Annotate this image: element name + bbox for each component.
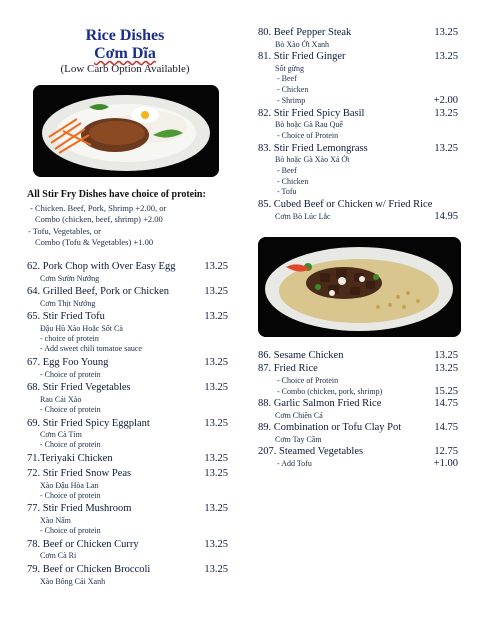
protein-line-4: Combo (Tofu & Vegetables) +1.00 [35, 237, 154, 247]
pork-chop-photo [33, 85, 219, 177]
menu-item-note: - Choice of protein [40, 490, 101, 500]
menu-item-name: 62. Pork Chop with Over Easy Egg [27, 261, 176, 272]
menu-item-name: 79. Beef or Chicken Broccoli [27, 564, 151, 575]
menu-item-note: - Combo (chicken, pork, shrimp) [277, 386, 383, 396]
menu-item-note: - choice of protein [40, 334, 99, 344]
menu-item-price: 13.25 [204, 564, 228, 575]
menu-item-extra-price: 14.95 [434, 210, 458, 222]
menu-item-price: 13.25 [204, 382, 228, 394]
menu-item-note: - Choice of protein [40, 440, 101, 450]
menu-item-note: Xào Bông Cải Xanh [40, 576, 106, 586]
pork-chop-plate-image [33, 85, 219, 177]
menu-item-name: 78. Beef or Chicken Curry [27, 538, 139, 550]
menu-item-price: 13.25 [204, 357, 228, 368]
menu-item-note: Cơm Bò Lúc Lắc [275, 211, 331, 221]
menu-item-extra-price: +2.00 [433, 95, 458, 106]
menu-item-name: 87. Fried Rice [258, 363, 318, 375]
menu-item-price: 13.25 [204, 468, 228, 479]
menu-item-note: Cơm Thịt Nướng [40, 298, 96, 308]
cubed-beef-plate-image [258, 237, 461, 337]
menu-item-name: 72. Stir Fried Snow Peas [27, 468, 132, 479]
menu-item-note: - Choice of protein [40, 526, 101, 536]
menu-item-price: 13.25 [434, 51, 458, 63]
menu-item-name: 86. Sesame Chicken [258, 350, 344, 361]
menu-item-note: - Choice of Protein [277, 130, 339, 140]
menu-item-note: Xào Đậu Hòa Lan [40, 480, 99, 490]
menu-item-extra-price: 15.25 [434, 385, 458, 397]
menu-item-note: Rau Cải Xào [40, 394, 82, 404]
menu-item-price: 13.25 [434, 27, 458, 38]
menu-item-note: Cơm Cà Tím [40, 430, 82, 440]
menu-item-note: - Add Tofu [277, 458, 312, 468]
menu-item-price: 13.25 [434, 363, 458, 375]
menu-subtitle: Cơm Dĩa [94, 45, 156, 62]
menu-item-name: 81. Stir Fried Ginger [258, 51, 346, 63]
menu-item-name: 80. Beef Pepper Steak [258, 27, 352, 38]
low-carb-note: (Low Carb Option Available) [60, 63, 190, 75]
menu-item-note: Cơm Cà Ri [40, 551, 77, 561]
menu-item-name: 71.Teriyaki Chicken [27, 453, 113, 464]
menu-item-note: Bò hoặc Gà Xào Xả Ớt [275, 155, 350, 164]
cubed-beef-photo [258, 237, 461, 337]
menu-item-price: 13.25 [204, 453, 228, 464]
protein-line-1: - Chicken. Beef, Pork, Shrimp +2.00, or [30, 203, 167, 213]
menu-item-name: 68. Stir Fried Vegetables [27, 382, 131, 394]
menu-item-note: - Choice of Protein [277, 375, 339, 385]
menu-item-note: Cơm Tay Cầm [275, 434, 322, 444]
menu-item-price: 13.25 [204, 503, 228, 515]
menu-item-price: 14.75 [434, 398, 458, 410]
menu-item-price: 14.75 [434, 422, 458, 434]
menu-item-name: 69. Stir Fried Spicy Eggplant [27, 417, 150, 429]
menu-item-note: Bò hoặc Gà Rau Quế [275, 120, 343, 130]
menu-item-extra-price: +1.00 [433, 457, 458, 469]
menu-item-name: 67. Egg Foo Young [27, 357, 109, 368]
menu-item-note: - Tofu [277, 187, 297, 197]
protein-line-3: - Tofu, Vegetables, or [28, 226, 101, 236]
menu-item-price: 13.25 [204, 261, 228, 272]
menu-item-note: - Choice of protein [40, 404, 101, 414]
menu-item-note: Cơm Sườn Nướng [40, 273, 100, 283]
menu-item-note: - Choice of protein [40, 369, 101, 379]
menu-item-name: 89. Combination or Tofu Clay Pot [258, 422, 402, 434]
menu-item-name: 207. Steamed Vegetables [258, 446, 364, 458]
menu-item-price: 13.25 [204, 538, 228, 550]
menu-item-name: 88. Garlic Salmon Fried Rice [258, 398, 382, 410]
menu-item-note: Sốt gừng [275, 63, 305, 73]
menu-item-name: 64. Grilled Beef, Pork or Chicken [27, 286, 170, 298]
protein-heading: All Stir Fry Dishes have choice of protein: [27, 189, 206, 200]
menu-item-note: Đậu Hũ Xào Hoặc Sốt Cà [40, 323, 123, 333]
menu-item-note: - Add sweet chili tomatoe sauce [40, 344, 142, 354]
menu-item-name: 85. Cubed Beef or Chicken w/ Fried Rice [258, 199, 433, 210]
menu-item-note: - Chicken [277, 85, 309, 95]
menu-item-price: 13.25 [204, 417, 228, 429]
menu-title: Rice Dishes [85, 27, 165, 44]
menu-item-price: 12.75 [434, 446, 458, 458]
menu-item-note: - Shrimp [277, 96, 306, 105]
menu-item-price: 13.25 [434, 142, 458, 154]
menu-item-price: 13.25 [434, 107, 458, 119]
menu-item-price: 13.25 [434, 350, 458, 361]
menu-item-note: - Chicken [277, 176, 309, 186]
menu-item-note: - Beef [277, 74, 297, 84]
menu-item-price: 13.25 [204, 311, 228, 323]
menu-item-name: 82. Stir Fried Spicy Basil [258, 107, 365, 119]
menu-item-name: 77. Stir Fried Mushroom [27, 503, 132, 515]
menu-item-note: Bò Xào Ớt Xanh [275, 39, 329, 49]
menu-item-price: 13.25 [204, 286, 228, 298]
menu-item-note: - Beef [277, 165, 297, 175]
menu-item-name: 65. Stir Fried Tofu [27, 311, 105, 323]
menu-item-note: Xào Nấm [40, 515, 71, 525]
protein-line-2: Combo (chicken, beef, shrimp) +2.00 [35, 214, 163, 224]
menu-item-name: 83. Stir Fried Lemongrass [258, 142, 368, 154]
menu-item-note: Cơm Chiên Cá [275, 410, 323, 420]
